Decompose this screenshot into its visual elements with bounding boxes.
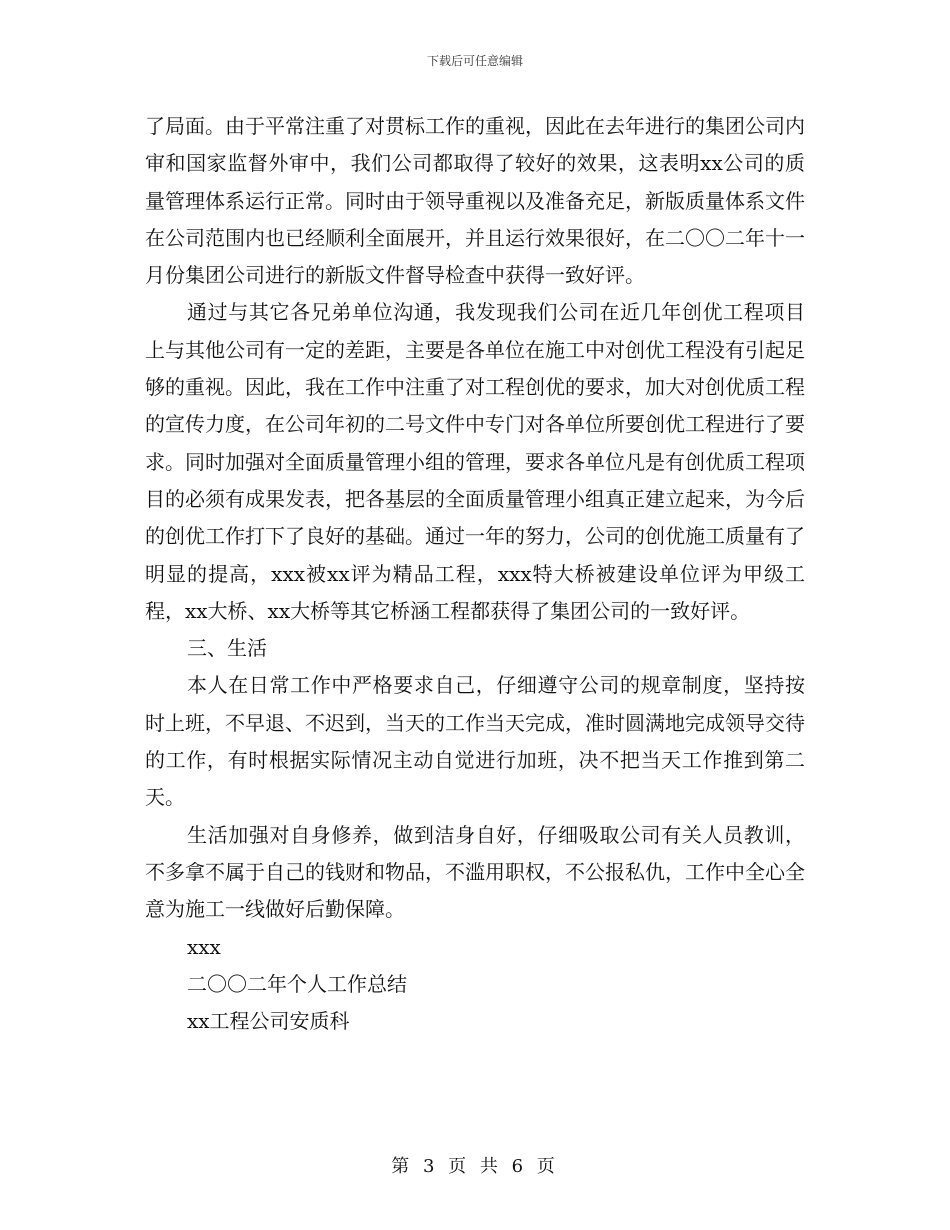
page-header: 下载后可任意编辑 — [426, 54, 523, 68]
signature-name: xxx — [187, 934, 221, 959]
section-heading-life: 三、生活 — [187, 636, 267, 661]
paragraph-work-discipline: 本人在日常工作中严格要求自己，仔细遵守公司的规章制度，坚持按时上班，不早退、不迟到，当天的工作当天完成，准时圆满地完成领导交待的工作，有时根据实际情况主动自觉进行加班，决不把当天工作推到第二天。 — [145, 673, 805, 810]
signature-department: xx工程公司安质科 — [187, 1009, 350, 1034]
paragraph-continuation: 了局面。由于平常注重了对贯标工作的重视，因此在去年进行的集团公司内审和国家监督外审中，我们公司都取得了较好的效果，这表明xx公司的质量管理体系运行正常。同时由于领导重视以及准备充足，新版质量体系文件在公司范围内也已经顺利全面展开，并且运行效果很好，在二〇〇二年十一月份集团公司进行的新版文件督导检查中获得一致好评。 — [145, 114, 805, 288]
signature-title: 二〇〇二年个人工作总结 — [187, 971, 407, 996]
page-number: 第 3 页 共 6 页 — [391, 1156, 559, 1177]
document-body — [145, 108, 805, 1040]
paragraph-quality-projects: 通过与其它各兄弟单位沟通，我发现我们公司在近几年创优工程项目上与其他公司有一定的差距，主要是各单位在施工中对创优工程没有引起足够的重视。因此，我在工作中注重了对工程创优的要求，加大对创优质工程的宣传力度，在公司年初的二号文件中专门对各单位所要创优工程进行了要求。同时加强对全面质量管理小组的管理，要求各单位凡是有创优质工程项目的必须有成果发表，把各基层的全面质量管理小组真正建立起来，为今后的创优工作打下了良好的基础。通过一年的努力，公司的创优施工质量有了明显的提高，xxx被xx评为精品工程，xxx特大桥被建设单位评为甲级工程，xx大桥、xx大桥等其它桥涵工程都获得了集团公司的一致好评。 — [145, 300, 805, 623]
paragraph-self-cultivation: 生活加强对自身修养，做到洁身自好，仔细吸取公司有关人员教训，不多拿不属于自己的钱财和物品，不滥用职权，不公报私仇，工作中全心全意为施工一线做好后勤保障。 — [145, 822, 805, 922]
